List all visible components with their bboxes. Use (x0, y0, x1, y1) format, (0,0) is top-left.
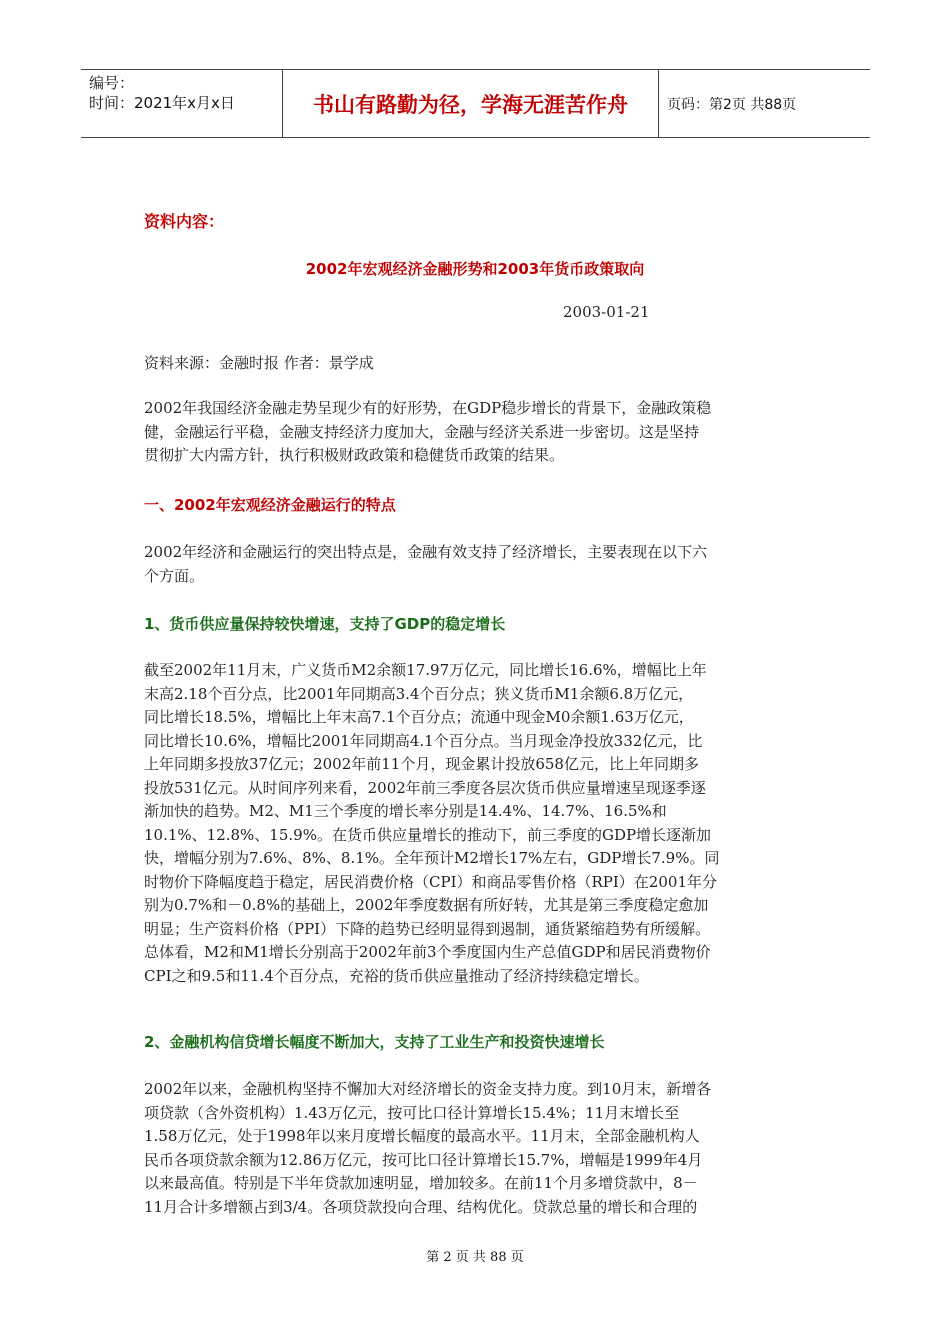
text-line: 2002年经济和金融运行的突出特点是，金融有效支持了经济增长，主要表现在以下六 (144, 543, 708, 561)
text-line: 1.58万亿元，处于1998年以来月度增长幅度的最高水平。11月末，全部金融机构人 (144, 1127, 700, 1145)
content-label: 资料内容： (144, 212, 225, 231)
text-line: 投放531亿元。从时间序列来看，2002年前三季度各层次货币供应量增速呈现逐季逐 (144, 778, 706, 797)
text-line: 末高2.18个百分点，比2001年同期高3.4个百分点；狭义货币M1余额6.8万亿元， (144, 684, 694, 703)
header-page-info: 页码：第2页 共88页 (667, 96, 797, 113)
text-line: 贯彻扩大内需方针，执行积极财政政策和稳健货币政策的结果。 (144, 446, 565, 464)
text-line: 2002年我国经济金融走势呈现少有的好形势，在GDP稳步增长的背景下，金融政策稳 (144, 399, 712, 417)
text-line: 健，金融运行平稳，金融支持经济力度加大，金融与经济关系进一步密切。这是坚持 (144, 422, 700, 441)
text-line: 10.1%、12.8%、15.9%。在货币供应量增长的推动下，前三季度的GDP增长逐渐加 (144, 825, 712, 844)
subsection-heading: 1、货币供应量保持较快增速，支持了GDP的稳定增长 (144, 615, 506, 633)
text-line: 个方面。 (144, 566, 205, 585)
page-footer: 第 2 页 共 88 页 (426, 1250, 524, 1265)
text-line: 时物价下降幅度趋于稳定，居民消费价格（CPI）和商品零售价格（RPI）在2001年分 (144, 872, 717, 891)
number-label: 编号： (89, 74, 135, 92)
text-line: 截至2002年11月末，广义货币M2余额17.97万亿元，同比增长16.6%，增幅比上年 (144, 661, 707, 679)
page-header (81, 69, 870, 138)
text-line: 渐加快的趋势。M2、M1三个季度的增长率分别是14.4%、14.7%、16.5%和 (144, 802, 667, 820)
text-line: 快，增幅分别为7.6%、8%、8.1%。全年预计M2增长17%左右，GDP增长7.9%。同 (144, 849, 720, 867)
text-line: 明显；生产资料价格（PPI）下降的趋势已经明显得到遏制，通货紧缩趋势有所缓解。 (144, 919, 711, 938)
text-line: 2002年以来，金融机构坚持不懈加大对经济增长的资金支持力度。到10月末，新增各 (144, 1080, 712, 1098)
text-line: 同比增长10.6%，增幅比2001年同期高4.1个百分点。当月现金净投放332亿元，比 (144, 731, 703, 750)
header-motto: 书山有路勤为径，学海无涯苦作舟 (282, 70, 659, 137)
text-line: 同比增长18.5%，增幅比上年末高7.1个百分点；流通中现金M0余额1.63万亿元， (144, 708, 694, 726)
time-label: 时间：2021年x月x日 (89, 94, 235, 112)
text-line: 11月合计多增额占到3/4。各项贷款投向合理、结构优化。贷款总量的增长和合理的 (144, 1197, 698, 1216)
text-line: CPI之和9.5和11.4个百分点，充裕的货币供应量推动了经济持续稳定增长。 (144, 966, 649, 985)
source-line: 资料来源：金融时报 作者：景学成 (144, 354, 374, 372)
text-line: 以来最高值。特别是下半年贷款加速明显，增加较多。在前11个月多增贷款中，8－ (144, 1174, 698, 1192)
section-paragraph (144, 541, 809, 588)
document-title: 2002年宏观经济金融形势和2003年货币政策取向 (305, 260, 645, 278)
text-line: 项贷款（含外资机构）1.43万亿元，按可比口径计算增长15.4%；11月末增长至 (144, 1103, 680, 1122)
section-heading: 一、2002年宏观经济金融运行的特点 (144, 496, 396, 514)
subsection-heading: 2、金融机构信贷增长幅度不断加大，支持了工业生产和投资快速增长 (144, 1033, 605, 1051)
subsection-paragraph (144, 659, 809, 988)
header-meta (81, 70, 281, 137)
document-date: 2003-01-21 (563, 303, 650, 321)
text-line: 别为0.7%和－0.8%的基础上，2002年季度数据有所好转，尤其是第三季度稳定愈加 (144, 896, 709, 914)
intro-paragraph (144, 397, 809, 468)
text-line: 总体看，M2和M1增长分别高于2002年前3个季度国内生产总值GDP和居民消费物价 (144, 943, 711, 961)
text-line: 上年同期多投放37亿元；2002年前11个月，现金累计投放658亿元，比上年同期多 (144, 755, 699, 773)
subsection-paragraph (144, 1078, 809, 1219)
text-line: 民币各项贷款余额为12.86万亿元，按可比口径计算增长15.7%，增幅是1999年4月 (144, 1150, 703, 1169)
